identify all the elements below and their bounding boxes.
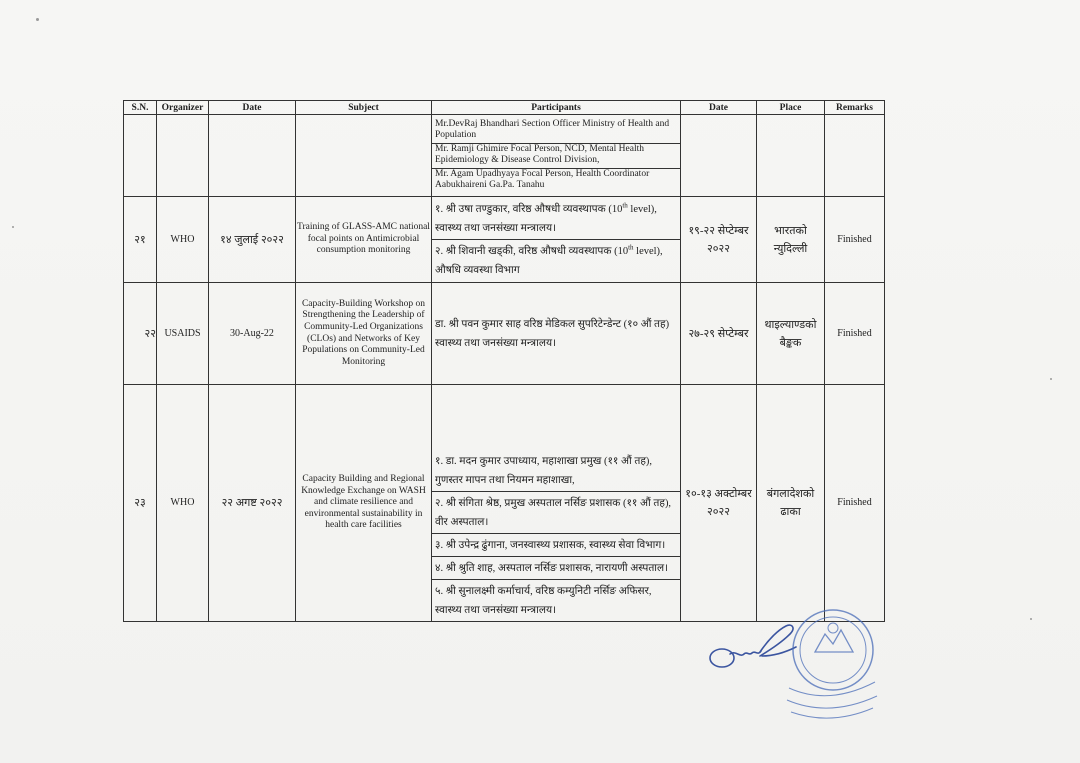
subject-cell (296, 115, 432, 197)
subject-cell: Training of GLASS-AMC national focal points on Antimicrobial consumption monitoring (296, 197, 432, 283)
place-cell: बंगलादेशको ढाका (757, 385, 825, 622)
participant-entry: Mr.DevRaj Bhandhari Section Officer Ministry of Health and Population (432, 119, 680, 144)
scan-speck (1030, 618, 1032, 620)
date-cell: १४ जुलाई २०२२ (209, 197, 296, 283)
header-organizer: Organizer (157, 101, 209, 115)
scan-speck (12, 226, 14, 228)
remarks-cell: Finished (825, 197, 885, 283)
date-cell (209, 115, 296, 197)
header-place: Place (757, 101, 825, 115)
participant-text: level), औषधि व्यवस्था विभाग (435, 246, 663, 276)
subject-cell: Capacity-Building Workshop on Strengthening the Leadership of Community-Led Organizations (CLOs) and Networks of Key Populations on Community-Led Monitoring (296, 283, 432, 385)
remarks-cell: Finished (825, 283, 885, 385)
header-participants: Participants (432, 101, 681, 115)
header-sn: S.N. (124, 101, 157, 115)
participants-cell (432, 385, 681, 622)
participant-text: २. श्री शिवानी खड्की, वरिष्ठ औषधी व्यवस्थापक (10 (435, 246, 629, 257)
travel-date-cell (681, 115, 757, 197)
scan-speck (36, 18, 39, 21)
participant-entry: २. श्री संगिता श्रेष्ठ, प्रमुख अस्पताल नर्सिङ प्रशासक (११ औं तह), वीर अस्पताल। (432, 492, 680, 534)
participant-entry: ५. श्री सुनालक्ष्मी कर्माचार्य, वरिष्ठ कम्युनिटी नर्सिङ अफिसर, स्वास्थ्य तथा जनसंख्या मन्त्रालय। (435, 586, 652, 616)
table-row-22 (124, 283, 885, 385)
organizer-cell: USAIDS (157, 283, 209, 385)
participant-entry: Mr. Ramji Ghimire Focal Person, NCD, Mental Health Epidemiology & Disease Control Division, (432, 144, 680, 169)
table-row-21 (124, 197, 885, 283)
participant-entry (432, 198, 680, 240)
travel-date-cell: २७-२९ सेप्टेम्बर (681, 283, 757, 385)
sn-cell: २१ (124, 197, 157, 283)
remarks-cell (825, 115, 885, 197)
sn-cell: २२ (124, 283, 157, 385)
organizer-cell (157, 115, 209, 197)
place-cell: भारतको न्युदिल्ली (757, 197, 825, 283)
participant-entry (432, 240, 680, 281)
participant-entry: Mr. Agam Upadhyaya Focal Person, Health Coordinator Aabukhaireni Ga.Pa. Tanahu (435, 168, 650, 190)
place-cell (757, 115, 825, 197)
participants-cell (432, 197, 681, 283)
participants-cell (432, 283, 681, 385)
sn-cell: २३ (124, 385, 157, 622)
scan-speck (1050, 378, 1052, 380)
foreign-training-table (123, 100, 885, 622)
organizer-cell: WHO (157, 385, 209, 622)
participant-entry: डा. श्री पवन कुमार साह वरिष्ठ मेडिकल सुपरिटेन्डेन्ट (१० औं तह) स्वास्थ्य तथा जनसंख्या मन्त्रालय। (435, 319, 670, 349)
date-cell: २२ अगष्ट २०२२ (209, 385, 296, 622)
remarks-cell: Finished (825, 385, 885, 622)
place-cell: थाइल्याण्डको बैङ्कक (757, 283, 825, 385)
participant-entry: ३. श्री उपेन्द्र ढुंगाना, जनस्वास्थ्य प्रशासक, स्वास्थ्य सेवा विभाग। (432, 534, 680, 557)
header-remarks: Remarks (825, 101, 885, 115)
table-row-continued (124, 115, 885, 197)
travel-date-cell: १९-२२ सेप्टेम्बर २०२२ (681, 197, 757, 283)
participants-cell (432, 115, 681, 197)
date-cell: 30-Aug-22 (209, 283, 296, 385)
ordinal-suffix: th (622, 201, 628, 210)
table-header-row (124, 101, 885, 115)
travel-date-cell: १०-१३ अक्टोम्बर २०२२ (681, 385, 757, 622)
participant-text: level), स्वास्थ्य तथा जनसंख्या मन्त्रालय। (435, 204, 657, 234)
participant-text: १. श्री उषा तण्डुकार, वरिष्ठ औषधी व्यवस्थापक (10 (435, 204, 623, 215)
header-date: Date (209, 101, 296, 115)
participant-entry: १. डा. मदन कुमार उपाध्याय, महाशाखा प्रमुख (११ औं तह), गुणस्तर मापन तथा नियमन महाशाखा, (432, 450, 680, 492)
official-seal-stamp (775, 600, 885, 730)
participant-entry: ४. श्री श्रुति शाह, अस्पताल नर्सिङ प्रशासक, नारायणी अस्पताल। (432, 557, 680, 580)
organizer-cell: WHO (157, 197, 209, 283)
subject-cell: Capacity Building and Regional Knowledge Exchange on WASH and climate resilience and environmental sustainability in health care facilities (296, 385, 432, 622)
sn-cell (124, 115, 157, 197)
header-subject: Subject (296, 101, 432, 115)
header-travel-date: Date (681, 101, 757, 115)
table-row-23 (124, 385, 885, 622)
ordinal-suffix: th (628, 243, 634, 252)
